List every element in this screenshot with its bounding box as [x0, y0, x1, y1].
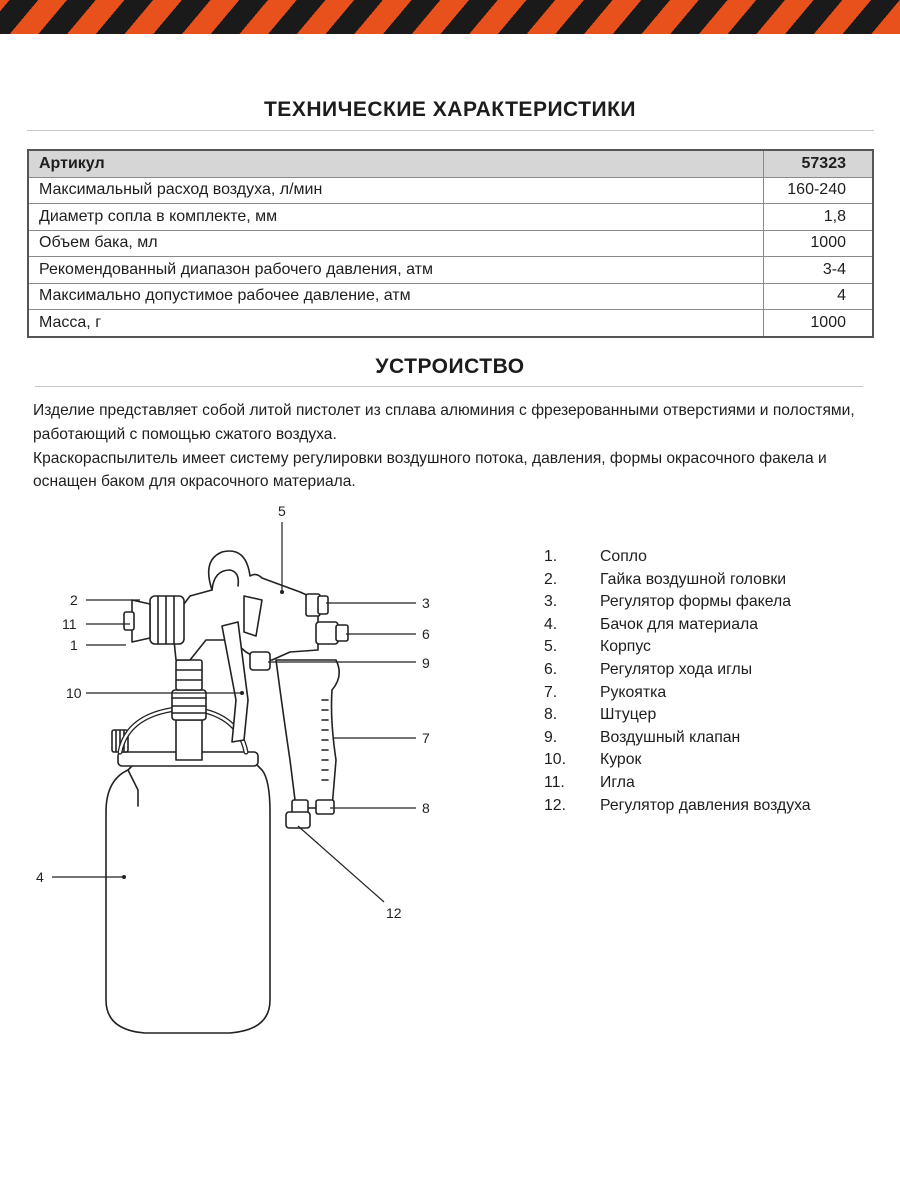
spec-label: Диаметр сопла в комплекте, мм — [28, 204, 764, 231]
table-row — [28, 204, 873, 231]
list-item: 1. Сопло — [544, 548, 647, 565]
hazard-stripe-banner — [0, 0, 900, 34]
device-title: УСТРОИСТВО — [375, 355, 525, 378]
callout-5: 5 — [278, 503, 286, 519]
spec-value: 3-4 — [764, 257, 874, 284]
callout-1: 1 — [70, 637, 78, 653]
device-description — [33, 399, 873, 494]
list-item: 11. Игла — [544, 773, 635, 791]
table-header-row — [28, 150, 873, 177]
spec-label: Максимальный расход воздуха, л/мин — [28, 177, 764, 204]
callout-9: 9 — [422, 655, 430, 671]
callout-7: 7 — [422, 730, 430, 746]
spec-value: 1000 — [764, 230, 874, 257]
list-item: 2. Гайка воздушной головки — [544, 570, 787, 588]
list-item: 9. Воздушный клапан — [544, 728, 741, 746]
callout-3: 3 — [422, 595, 430, 611]
spec-label: Максимально допустимое рабочее давление, атм — [28, 283, 764, 310]
paint-cup-drawing — [106, 758, 270, 1033]
table-row — [28, 283, 873, 310]
table-row — [28, 230, 873, 257]
article-label: Артикул — [28, 150, 764, 177]
list-item: 4. Бачок для материала — [544, 615, 759, 633]
specs-table — [27, 149, 874, 338]
specs-title-divider — [27, 130, 874, 131]
callout-2: 2 — [70, 592, 78, 608]
table-row — [28, 177, 873, 204]
list-item: 5. Корпус — [544, 638, 651, 656]
spec-label: Рекомендованный диапазон рабочего давления, атм — [28, 257, 764, 284]
spec-label: Объем бака, мл — [28, 230, 764, 257]
list-item: 12. Регулятор давления воздуха — [544, 796, 811, 814]
description-paragraph: Изделие представляет собой литой пистолет из сплава алюминия с фрезерованными отверстиями и полостями, работающий с помощью сжатого воздуха. — [33, 402, 855, 443]
list-item: 3. Регулятор формы факела — [544, 593, 792, 611]
callout-6: 6 — [422, 626, 430, 642]
parts-legend — [544, 546, 811, 817]
spec-value: 1000 — [764, 310, 874, 337]
spec-value: 160-240 — [764, 177, 874, 204]
list-item: 6. Регулятор хода иглы — [544, 660, 753, 678]
callout-8: 8 — [422, 800, 430, 816]
list-item: 10. Курок — [544, 751, 642, 769]
specs-title: ТЕХНИЧЕСКИЕ ХАРАКТЕРИСТИКИ — [263, 98, 637, 121]
callout-10: 10 — [66, 685, 82, 701]
spec-value: 1,8 — [764, 204, 874, 231]
device-title-divider — [35, 386, 863, 387]
gun-handle-drawing — [276, 660, 339, 808]
spec-label: Масса, г — [28, 310, 764, 337]
list-item: 8. Штуцер — [544, 706, 657, 724]
spray-gun-diagram — [0, 490, 540, 1050]
callout-4: 4 — [36, 869, 44, 885]
table-row — [28, 310, 873, 337]
list-item: 7. Рукоятка — [544, 683, 667, 701]
article-value: 57323 — [764, 150, 874, 177]
spec-value: 4 — [764, 283, 874, 310]
table-row — [28, 257, 873, 284]
callout-11: 11 — [62, 616, 77, 632]
callout-12: 12 — [386, 905, 402, 921]
description-paragraph: Краскораспылитель имеет систему регулировки воздушного потока, давления, формы окрасочного факела и оснащен баком для окрасочного материала. — [33, 449, 827, 491]
